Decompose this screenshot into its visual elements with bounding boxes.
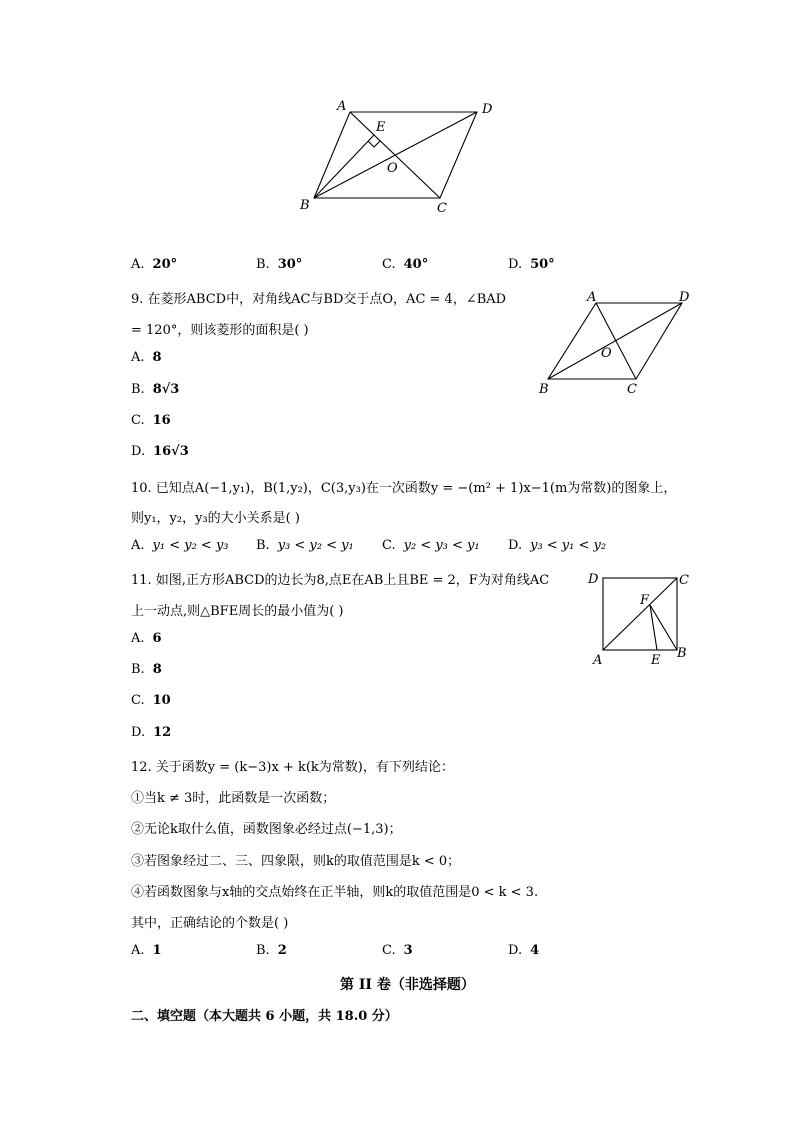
q9-option-a[interactable]: A. 8 [131,350,162,365]
q8-label-o: O [387,161,398,176]
q8-label-a: A [337,99,347,114]
q10-stem-line2: 则y₁，y₂，y₃的大小关系是( ) [131,511,300,526]
q11-label-f: F [640,593,650,608]
q8-label-c: C [437,201,447,216]
q10-option-b[interactable]: B. y₃ < y₂ < y₁ [256,538,354,553]
q9-stem-line2: = 120°，则该菱形的面积是( ) [131,323,309,338]
q9-label-c: C [627,382,637,397]
q9-stem-line1: 9. 在菱形ABCD中，对角线AC与BD交于点O，AC = 4，∠BAD [131,292,507,307]
q9-option-b[interactable]: B. 8√3 [131,382,180,397]
q8-label-d: D [482,102,493,117]
q12-item-1: ①当k ≠ 3时，此函数是一次函数； [131,791,336,806]
q10-option-a[interactable]: A. y₁ < y₂ < y₃ [131,538,229,553]
q11-stem-line1: 11. 如图,正方形ABCD的边长为8,点E在AB上且BE = 2，F为对角线AC [131,573,550,588]
q8-figure [290,95,510,220]
q9-label-o: O [601,346,612,361]
q11-figure [585,568,695,668]
q11-label-e: E [651,653,661,668]
q11-option-b[interactable]: B. 8 [131,662,162,677]
section2-title: 二、填空题（本大题共 6 小题，共 18.0 分） [131,1009,398,1024]
q11-label-a: A [593,653,603,668]
q12-option-b[interactable]: B. 2 [256,943,287,958]
q9-option-c[interactable]: C. 16 [131,413,171,428]
q12-option-d[interactable]: D. 4 [508,943,540,958]
q9-diagonal-bd [548,303,682,379]
q8-label-e: E [376,120,386,135]
q10-stem-line1: 10. 已知点A(−1,y₁)，B(1,y₂)，C(3,y₃)在一次函数y = −(m² + 1)x−1(m为常数)的图象上， [131,481,677,496]
q12-item-4: ④若函数图象与x轴的交点始终在正半轴，则k的取值范围是0 < k < 3. [131,885,539,900]
q11-option-c[interactable]: C. 10 [131,693,171,708]
q11-label-b: B [677,646,687,661]
q12-question: 其中，正确结论的个数是( ) [131,916,289,931]
part2-title: 第 II 卷（非选择题） [340,977,475,993]
q9-option-d[interactable]: D. 16√3 [131,444,189,459]
q11-label-d: D [588,572,599,587]
q9-label-a: A [587,290,597,305]
q8-label-b: B [300,198,310,213]
q11-label-c: C [679,573,689,588]
q9-label-b: B [539,382,549,397]
q8-altitude-be [314,135,374,198]
q12-stem: 12. 关于函数y = (k−3)x + k(k为常数)，有下列结论： [131,760,454,775]
q9-label-d: D [679,290,690,305]
q8-right-angle-mark [368,141,380,147]
q11-stem-line2: 上一动点,则△BFE周长的最小值为( ) [131,604,344,619]
q8-option-c[interactable]: C. 40° [382,257,429,272]
q12-item-2: ②无论k取什么值，函数图象必经过点(−1,3)； [131,822,402,837]
q10-option-c[interactable]: C. y₂ < y₃ < y₁ [382,538,480,553]
q10-option-d[interactable]: D. y₃ < y₁ < y₂ [508,538,607,553]
q12-option-a[interactable]: A. 1 [131,943,162,958]
q12-item-3: ③若图象经过二、三、四象限，则k的取值范围是k < 0； [131,854,461,869]
q8-diagonal-bd [314,112,477,198]
q8-option-b[interactable]: B. 30° [256,257,303,272]
q8-option-a[interactable]: A. 20° [131,257,178,272]
q8-option-d[interactable]: D. 50° [508,257,555,272]
q11-option-d[interactable]: D. 12 [131,725,172,740]
q12-option-c[interactable]: C. 3 [382,943,413,958]
q11-option-a[interactable]: A. 6 [131,631,162,646]
q9-figure [530,285,705,400]
q11-diagonal-ac [603,578,677,650]
